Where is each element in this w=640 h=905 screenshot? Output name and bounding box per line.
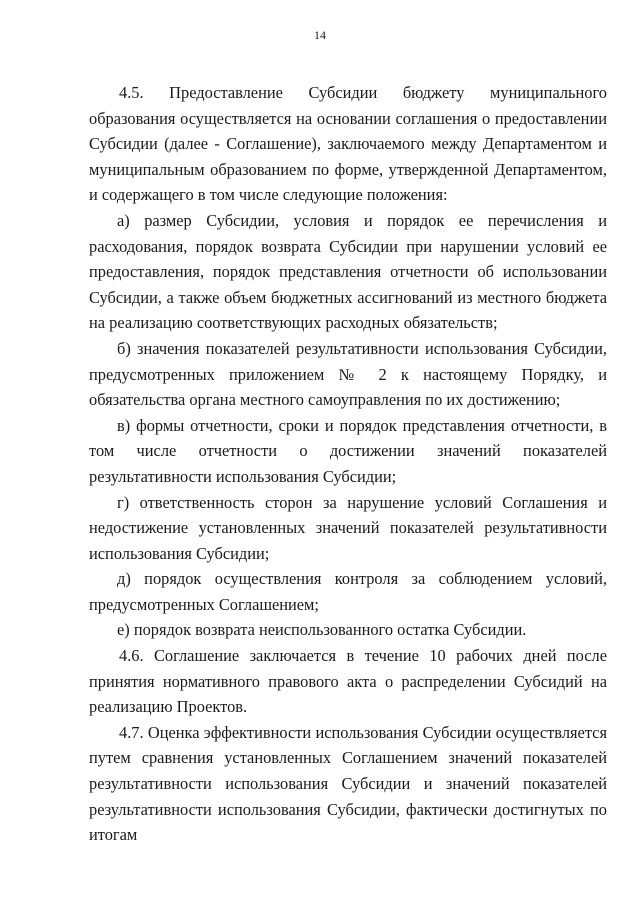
list-item-a: а) размер Субсидии, условия и порядок ее перечисления и расходования, порядок возврата Субсидии при нарушении условий ее предоставления, порядок представления отчетности об использовании Субсидии, а также объем бюджетных ассигнований из местного бюджета на реализацию соответствующих расходных обязательств; [89,210,607,333]
list-item-d: д) порядок осуществления контроля за соблюдением условий, предусмотренных Соглашением; [89,569,607,614]
page-number: 14 [314,28,326,42]
list-item-g: г) ответственность сторон за нарушение условий Соглашения и недостижение установленных значений показателей результативности использования Субсидии; [89,492,607,563]
paragraph-4-6: 4.6. Соглашение заключается в течение 10 рабочих дней после принятия нормативного правового акта о распределении Субсидий на реализацию Проектов. [89,646,607,717]
paragraph-4-7: 4.7. Оценка эффективности использования Субсидии осуществляется путем сравнения установленных Соглашением значений показателей результативности использования Субсидии и значений показателей результативности использования Субсидии, фактически достигнутых по итогам [89,722,607,845]
list-item-b: б) значения показателей результативности использования Субсидии, предусмотренных приложением № 2 к настоящему Порядку, и обязательства органа местного самоуправления по их достижению; [89,338,607,410]
paragraph-4-5: 4.5. Предоставление Субсидии бюджету муниципального образования осуществляется на основании соглашения о предоставлении Субсидии (далее - Соглашение), заключаемого между Департаментом и муниципальным образованием по форме, утвержденной Департаментом, и содержащего в том числе следующие положения: [89,83,607,205]
list-item-v: в) формы отчетности, сроки и порядок представления отчетности, в том числе отчетности о достижении значений показателей результативности использования Субсидии; [89,415,607,486]
document-body [89,80,607,848]
list-item-e: е) порядок возврата неиспользованного остатка Субсидии. [117,620,527,640]
